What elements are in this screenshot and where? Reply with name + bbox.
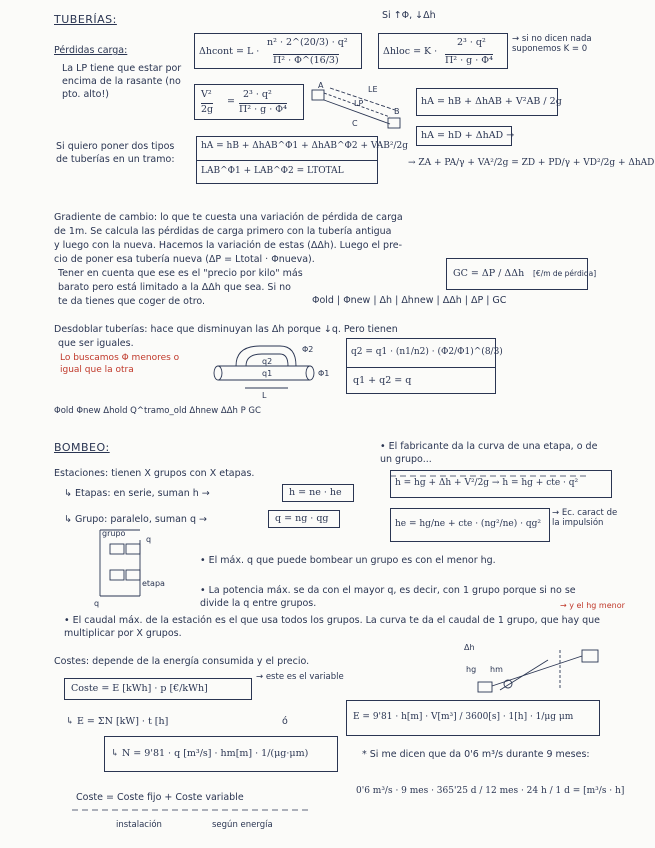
formula-cont-num: n² · 2^(20/3) · q² xyxy=(267,37,348,48)
pump-groups-diagram xyxy=(100,530,140,596)
pump-q-top: q xyxy=(146,535,152,544)
velocity-formula-box: V² 2g = 2³ · q² Π² · g · Φ⁴ xyxy=(194,84,304,120)
formula-cont-left: Δhcont = L · xyxy=(199,46,260,57)
formula-box-loc xyxy=(378,33,508,69)
dos-tipos-box xyxy=(196,136,408,184)
gradiente-line-2: de 1m. Se calcula las pérdidas de carga primero con la tubería antigua xyxy=(54,226,392,237)
etapas-eq-box xyxy=(282,484,354,502)
section-header-tuberias: TUBERÍAS: xyxy=(54,13,117,26)
gradiente-line-5: Tener en cuenta que ese es el "precio por kilo" más xyxy=(58,268,303,279)
gradiente-line-4: cio de poner esa tubería nueva (ΔP = Ltotal · Φnueva). xyxy=(54,254,315,265)
formula-box-cont xyxy=(194,33,362,69)
instalacion-label: instalación xyxy=(116,820,162,830)
desdoblar-formula-box xyxy=(346,338,503,394)
gc-formula-box xyxy=(446,258,597,290)
formula-cont-den: Π² · Φ^(16/3) xyxy=(273,55,339,66)
fabricante-note: • El fabricante da la curva de una etapa, o de un grupo... xyxy=(380,441,598,465)
station-label-hm: hm xyxy=(490,665,503,674)
diagram-label-c: C xyxy=(352,119,358,128)
v2-den: 2g xyxy=(201,104,214,115)
formula-loc-den: Π² · g · Φ⁴ xyxy=(445,55,493,66)
coste-total: Coste = Coste fijo + Coste variable xyxy=(76,792,244,803)
v2-eq-den: Π² · g · Φ⁴ xyxy=(239,104,287,115)
etapas-eq: h = ne · he xyxy=(289,487,342,498)
ha-eq2-box xyxy=(416,126,515,146)
formula-loc-num: 2³ · q² xyxy=(457,37,486,48)
segun-energia-label: según energía xyxy=(212,820,273,830)
grupos-line: ↳ Grupo: paralelo, suman q → xyxy=(64,514,207,525)
gc-formula: GC = ΔP / ΔΔh xyxy=(453,268,525,279)
ec-caract-note: → Ec. caract de la impulsión xyxy=(552,508,618,528)
v2-num: V² xyxy=(201,89,212,100)
potencia-note: • La potencia máx. se da con el mayor q, es decir, con 1 grupo porque si no se divide la q entre grupos. xyxy=(200,585,576,609)
split-label-q1: q1 xyxy=(262,369,273,378)
lp-note: La LP tiene que estar por encima de la rasante (no pto. alto!) xyxy=(62,63,182,100)
e-eq2-box xyxy=(346,700,600,736)
he-eq-box xyxy=(390,508,550,542)
q2-eq: q2 = q1 · (n1/n2) · (Φ2/Φ1)^(8/3) xyxy=(351,347,503,357)
desdoblar-line-1: Desdoblar tuberías: hace que disminuyan las Δh porque ↓q. Pero tienen xyxy=(54,324,398,335)
costes-title: Costes: depende de la energía consumida y el precio. xyxy=(54,656,310,667)
station-label-hg: hg xyxy=(466,665,477,674)
desdoblar-table-row: Φold Φnew Δhold Q^tramo_old Δhnew ΔΔh P GC xyxy=(54,406,261,416)
station-label-dh: Δh xyxy=(464,643,475,652)
dos-tipos-eq1: hA = hB + ΔhAB^Φ1 + ΔhAB^Φ2 + VAB²/2g xyxy=(201,141,408,151)
coste-eq: Coste = E [kWh] · p [€/kWh] xyxy=(71,683,208,694)
note-06: * Si me dicen que da 0'6 m³/s durante 9 meses: xyxy=(362,749,590,760)
diagram-label-b: B xyxy=(394,107,400,116)
max-q-note: • El máx. q que puede bombear un grupo es con el menor hg. xyxy=(200,555,496,566)
diagram-label-le: LE xyxy=(368,85,378,94)
coste-eq-box xyxy=(64,678,252,700)
o-word: ó xyxy=(282,716,288,727)
red-menor-note: → y el hg menor xyxy=(560,601,625,610)
perdidas-label: Pérdidas carga: xyxy=(54,45,128,56)
diagram-label-a: A xyxy=(318,81,324,90)
pump-q-bottom: q xyxy=(94,599,100,608)
ha-eq-box xyxy=(416,88,562,116)
n-eq: ↳ N = 9'81 · q [m³/s] · hm[m] · 1/(μg·μm) xyxy=(111,748,309,759)
split-pipe-diagram xyxy=(214,346,314,388)
dos-tipos-eq2: LAB^Φ1 + LAB^Φ2 = LTOTAL xyxy=(201,166,344,176)
gradiente-line-7: te da tienes que coger de otro. xyxy=(58,296,206,307)
ha-eq: hA = hB + ΔhAB + V²AB / 2g xyxy=(421,96,562,107)
section-header-bombeo: BOMBEO: xyxy=(54,441,110,454)
grupos-eq: q = ng · qg xyxy=(275,513,329,524)
gc-units: [€/m de pérdida] xyxy=(533,269,597,278)
coste-note: → este es el variable xyxy=(256,672,344,682)
gradiente-line-3: y luego con la nueva. Hacemos la variación de estas (ΔΔh). Luego el pre- xyxy=(54,240,403,251)
ha-eq2: hA = hD + ΔhAD → xyxy=(421,130,515,141)
split-label-q2: q2 xyxy=(262,357,273,366)
grupo-label: grupo xyxy=(102,529,126,538)
gradiente-table-row: Φold | Φnew | Δh | Δhnew | ΔΔh | ΔP | GC xyxy=(312,295,507,306)
gradiente-line-1: Gradiente de cambio: lo que te cuesta una variación de pérdida de carga xyxy=(54,212,403,223)
e-eq: ↳ E = ΣN [kW] · t [h] xyxy=(66,716,169,727)
split-label-phi1: Φ1 xyxy=(318,369,330,378)
bernoulli-eq: → ZA + PA/γ + VA²/2g = ZD + PD/γ + VD²/2g + ΔhAD xyxy=(408,158,655,168)
split-label-l: L xyxy=(262,391,267,400)
estaciones-line: Estaciones: tienen X grupos con X etapas. xyxy=(54,468,255,479)
dos-tipos-note: Si quiero poner dos tipos de tuberías en un tramo: xyxy=(56,141,175,165)
sum-eq: q1 + q2 = q xyxy=(353,375,412,386)
split-label-phi2: Φ2 xyxy=(302,345,314,354)
caudal-max-note: • El caudal máx. de la estación es el que usa todos los grupos. La curva te da el caudal de 1 grupo, que hay que multiplicar por X grupos. xyxy=(64,615,601,639)
etapa-label: etapa xyxy=(142,579,165,588)
curve-eq-box xyxy=(390,470,612,498)
formula-loc-left: Δhloc = K · xyxy=(383,46,438,57)
grupos-eq-box xyxy=(268,510,340,528)
n-eq-box xyxy=(104,736,338,772)
gradiente-line-6: barato pero está limitado a la ΔΔh que sea. Si no xyxy=(58,282,291,293)
curve-eq: h = hg + Δh + V²/2g → h = hg + cte · q² xyxy=(395,478,579,488)
desdoblar-red-note: Lo buscamos Φ menores o igual que la otra xyxy=(60,353,180,375)
desdoblar-line-2: que ser iguales. xyxy=(58,338,134,349)
diagram-label-lp: LP xyxy=(354,99,364,108)
note-k: → si no dicen nada suponemos K = 0 xyxy=(512,34,592,54)
calc-06: 0'6 m³/s · 9 mes · 365'25 d / 12 mes · 24 h / 1 d = [m³/s · h] xyxy=(356,786,625,796)
v2-eq-num: 2³ · q² xyxy=(243,89,272,100)
etapas-line: ↳ Etapas: en serie, suman h → xyxy=(64,488,210,499)
top-note: Si ↑Φ, ↓Δh xyxy=(382,10,436,21)
e-eq2: E = 9'81 · h[m] · V[m³] / 3600[s] · 1[h] · 1/μg μm xyxy=(353,712,574,722)
he-eq: he = hg/ne + cte · (ng²/ne) · qg² xyxy=(395,519,541,529)
